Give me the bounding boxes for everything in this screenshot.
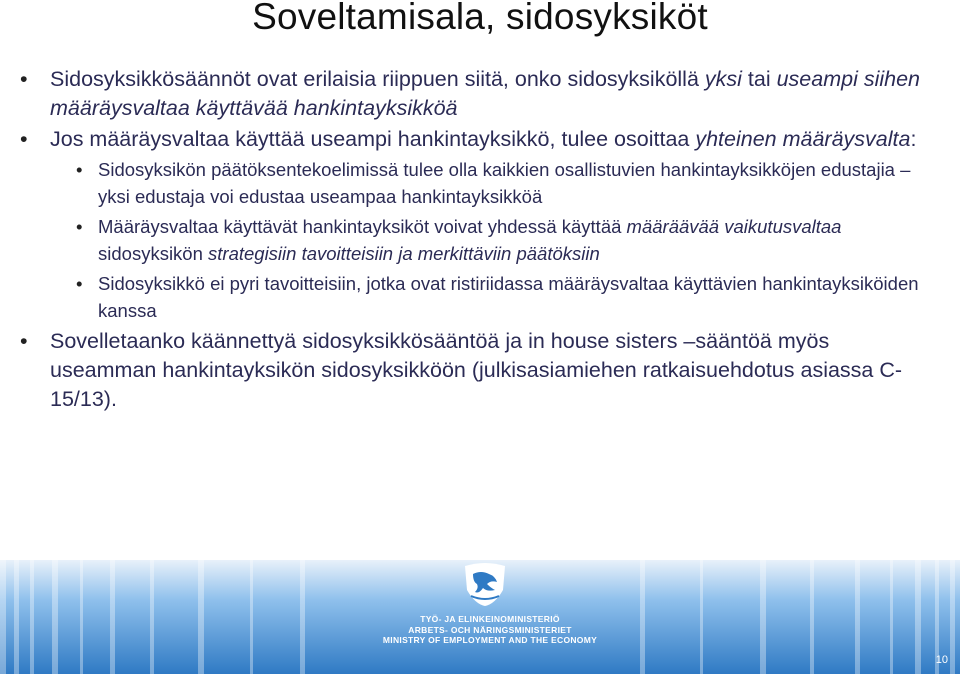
page-number: 10 — [935, 654, 948, 666]
text-run: Määräysvaltaa käyttävät hankintayksiköt voivat yhdessä käyttää — [98, 216, 627, 237]
text-run: Sovelletaanko käännettyä sidosyksikkösääntöä ja in house sisters –sääntöä myös useamman hankintayksikön sidosyksikköön (julkisasiamiehen ratkaisuehdotus asiassa C-15/13). — [50, 329, 903, 411]
text-run: määräävää vaikutusvaltaa — [626, 216, 842, 237]
bullet-2 — [0, 125, 960, 154]
ministry-name-en: MINISTRY OF EMPLOYMENT AND THE ECONOMY — [382, 635, 598, 645]
text-run: Sidosyksikön päätöksentekoelimissä tulee olla kaikkien osallistuvien hankintayksikköjen edustajia – yksi edustaja voi edustaa useampaa hankintayksikköä — [98, 159, 911, 207]
sub-bullet-1 — [0, 156, 960, 210]
text-run: strategisiin tavoitteisiin ja merkittäviin päätöksiin — [208, 243, 600, 264]
ministry-name-fi: TYÖ- JA ELINKEINOMINISTERIÖ — [420, 614, 560, 624]
text-run: useampi siihen määräysvaltaa käyttävää hankintayksikköä — [50, 67, 920, 120]
text-run: : — [910, 127, 917, 151]
footer-banner — [0, 560, 960, 674]
text-run: Sidosyksikkösäännöt ovat erilaisia riippuen siitä, onko sidosyksiköllä — [50, 67, 705, 91]
ministry-name — [360, 614, 620, 646]
sub-bullet-2 — [0, 213, 960, 267]
page-title: Soveltamisala, sidosyksiköt — [252, 0, 708, 37]
text-run: sidosyksikön — [98, 243, 209, 264]
finnish-lion-crest-icon — [455, 560, 515, 608]
sub-bullet-3 — [0, 270, 960, 324]
text-run: Sidosyksikkö ei pyri tavoitteisiin, jotka ovat ristiriidassa määräysvaltaa käyttävien hankintayksiköiden kanssa — [98, 273, 919, 321]
text-run: tai — [741, 67, 777, 91]
text-run: yhteinen määräysvalta — [695, 127, 911, 151]
bullet-1 — [0, 65, 960, 123]
bullet-list — [0, 65, 960, 416]
ministry-name-sv: ARBETS- OCH NÄRINGSMINISTERIET — [408, 624, 572, 635]
text-run: yksi — [704, 67, 742, 91]
bullet-3 — [0, 327, 960, 414]
text-run: Jos määräysvaltaa käyttää useampi hankintayksikkö, tulee osoittaa — [50, 127, 696, 151]
